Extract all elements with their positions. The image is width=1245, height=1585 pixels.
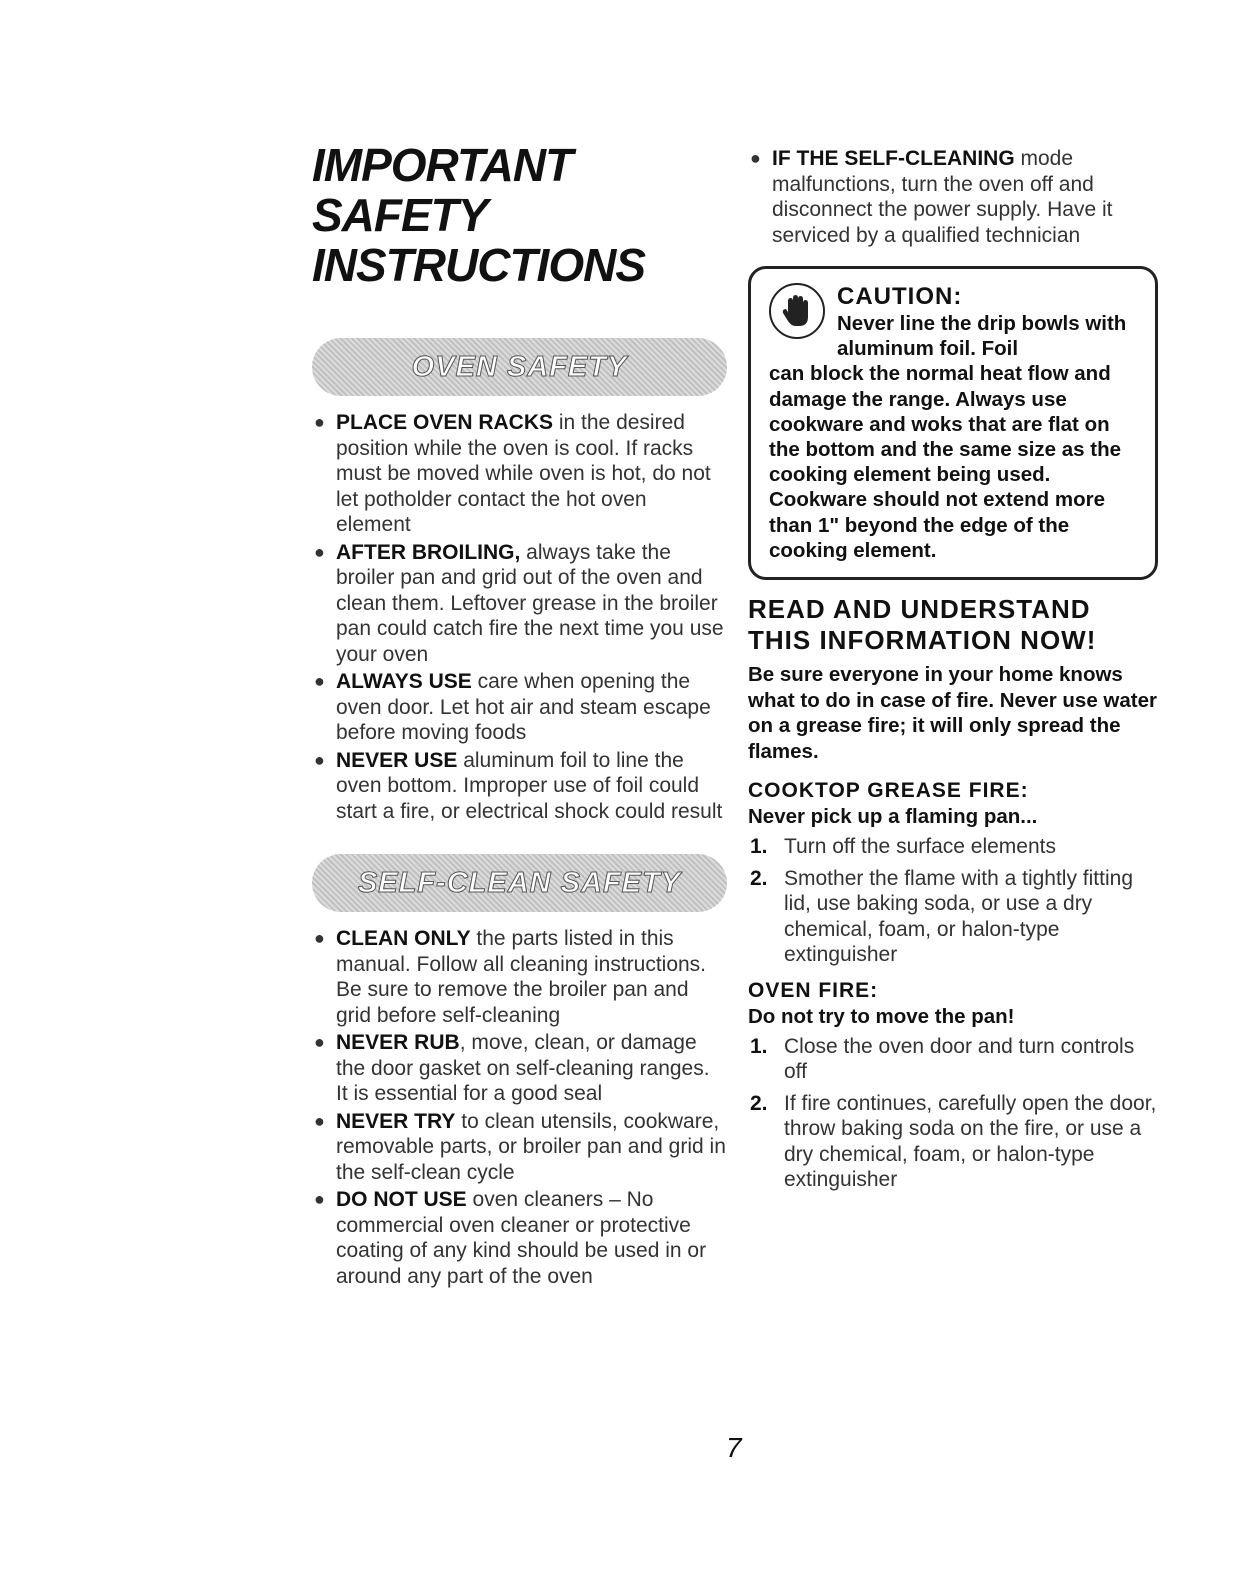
oven-fire-heading: OVEN FIRE:	[748, 978, 879, 1002]
cooktop-fire-lead: Never pick up a flaming pan...	[748, 805, 1038, 829]
list-item	[312, 926, 727, 1028]
step-text: Close the oven door and turn controls off	[784, 1034, 1135, 1084]
item-lead: NEVER RUB	[336, 1031, 460, 1054]
stop-hand-icon	[769, 283, 825, 339]
bullet-dot-icon: ●	[314, 412, 325, 432]
bullet-dot-icon: ●	[314, 541, 325, 562]
read-section-body: Be sure everyone in your home knows what to do in case of fire. Never use water on a grease fire; it will only spread the flames.	[748, 663, 1157, 763]
oven-safety-banner	[312, 338, 727, 396]
item-text: mode malfunctions, turn the oven off and disconnect the power supply. Have it serviced by a qualified technician	[772, 147, 1113, 247]
item-text: care when opening the oven door. Let hot air and steam escape before moving foods	[336, 670, 711, 744]
step-text: Turn off the surface elements	[784, 835, 1056, 859]
oven-fire-lead: Do not try to move the pan!	[748, 1004, 1015, 1028]
cooktop-fire-heading: COOKTOP GREASE FIRE:	[748, 779, 1029, 803]
oven-fire-steps	[748, 1034, 1158, 1193]
item-text: , move, clean, or damage the door gasket on self-cleaning ranges. It is essential for a good seal	[336, 1031, 710, 1105]
read-section-title: READ AND UNDERSTAND THIS INFORMATION NOW!	[748, 594, 1097, 656]
item-lead: IF THE SELF-CLEANING	[772, 147, 1015, 170]
list-item	[748, 1034, 1158, 1085]
bullet-dot-icon: ●	[314, 1110, 325, 1131]
list-item	[312, 1109, 727, 1186]
step-number: 1.	[750, 835, 768, 859]
page-number: 7	[726, 1432, 742, 1463]
right-column	[748, 146, 1158, 1199]
cooktop-fire-steps	[748, 834, 1158, 968]
list-item	[312, 410, 727, 538]
item-text: to clean utensils, cookware, removable parts, or broiler pan and grid in the self-clean cycle	[336, 1109, 726, 1184]
step-number: 2.	[750, 866, 768, 890]
bullet-dot-icon: ●	[314, 671, 325, 691]
item-text: in the desired position while the oven is cool. If racks must be moved while oven is hot, do not let potholder contact the hot oven element	[336, 411, 711, 536]
item-lead: NEVER USE	[336, 748, 458, 772]
caution-head-text	[837, 283, 1137, 361]
step-number: 1.	[750, 1034, 768, 1058]
caution-header	[769, 283, 1137, 361]
self-clean-safety-banner	[312, 854, 727, 912]
item-lead: DO NOT USE	[336, 1188, 467, 1211]
list-item	[748, 146, 1158, 248]
self-clean-safety-banner-label: SELF-CLEAN SAFETY	[357, 866, 682, 899]
left-column	[312, 140, 727, 1291]
item-lead: AFTER BROILING,	[336, 540, 521, 564]
item-lead: CLEAN ONLY	[336, 927, 471, 950]
step-number: 2.	[750, 1091, 768, 1115]
caution-box	[748, 266, 1158, 580]
item-text: the parts listed in this manual. Follow all cleaning instructions. Be sure to remove the broiler pan and grid before self-cleaning	[336, 927, 707, 1027]
item-lead: PLACE OVEN RACKS	[336, 411, 554, 434]
bullet-dot-icon: ●	[314, 1032, 325, 1052]
list-item	[748, 866, 1158, 968]
caution-text-body: can block the normal heat flow and damage the range. Always use cookware and woks that are flat on the bottom and the same size as the cooking element being used. Cookware should not extend more than 1" beyond the edge of the cooking element.	[769, 362, 1121, 562]
bullet-dot-icon: ●	[750, 148, 761, 168]
bullet-dot-icon: ●	[314, 1189, 325, 1209]
list-item	[312, 540, 727, 668]
page-title: IMPORTANT SAFETY INSTRUCTIONS	[312, 139, 645, 291]
bullet-dot-icon: ●	[314, 928, 325, 948]
oven-safety-list	[312, 410, 727, 824]
list-item	[312, 1187, 727, 1289]
step-text: If fire continues, carefully open the door, throw baking soda on the fire, or use a dry chemical, foam, or halon-type extinguisher	[784, 1091, 1157, 1192]
caution-title: CAUTION:	[837, 283, 963, 310]
caution-text-head: Never line the drip bowls with aluminum foil. Foil	[837, 312, 1127, 361]
bullet-dot-icon: ●	[314, 749, 325, 770]
list-item	[748, 1091, 1158, 1193]
item-text: oven cleaners – No commercial oven cleaner or protective coating of any kind should be used in or around any part of the oven	[336, 1188, 707, 1288]
item-lead: NEVER TRY	[336, 1109, 456, 1133]
list-item	[312, 1030, 727, 1107]
self-clean-malfunction-list	[748, 146, 1158, 248]
item-text: aluminum foil to line the oven bottom. Improper use of foil could start a fire, or electrical shock could result	[336, 748, 723, 823]
self-clean-safety-list	[312, 926, 727, 1289]
oven-safety-banner-label: OVEN SAFETY	[411, 350, 628, 383]
step-text: Smother the flame with a tightly fitting lid, use baking soda, or use a dry chemical, foam, or halon-type extinguisher	[784, 866, 1133, 967]
list-item	[312, 748, 727, 825]
item-lead: ALWAYS USE	[336, 670, 472, 693]
item-text: always take the broiler pan and grid out of the oven and clean them. Leftover grease in the broiler pan could catch fire the next time you use your oven	[336, 540, 724, 666]
list-item	[748, 834, 1158, 860]
list-item	[312, 669, 727, 746]
